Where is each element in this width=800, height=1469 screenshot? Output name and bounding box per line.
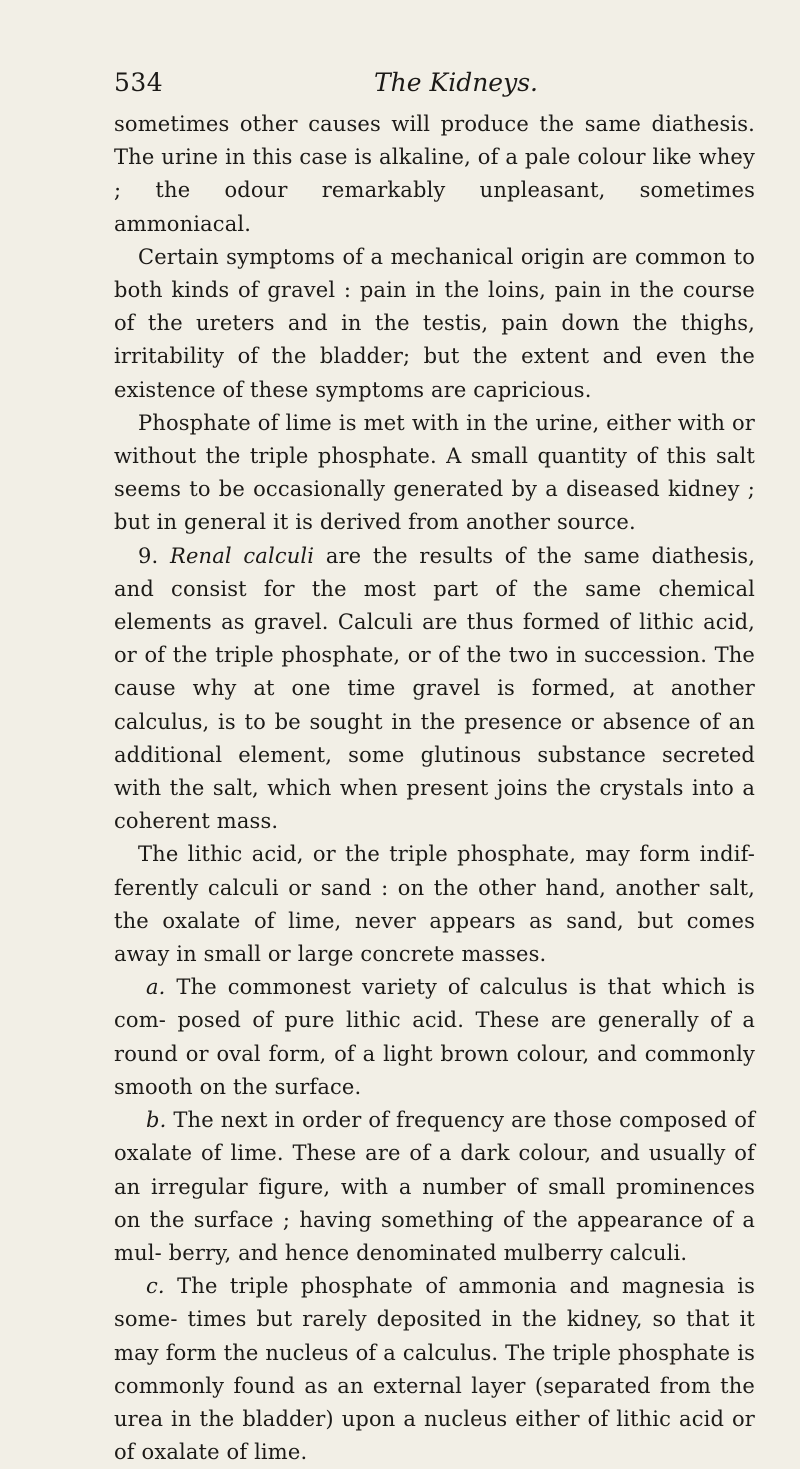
paragraph-lithic-acid: The lithic acid, or the triple phosphate, may form indif- ferently calculi or sand : on the other hand, another salt, the oxalate of lime, never appears as sand, but comes away in small or large concrete masses. bbox=[114, 842, 755, 967]
paragraph-text: are the results of the same diathesis, and consist for the most part of the same chemical elements as gravel. Calculi are thus formed of lithic acid, or of the triple phosphate, or of the two in succession. The cause why at one time gravel is formed, at another calculus, is to be sought in the presence or absence of an additional element, some glutinous substance secreted with the salt, which when present joins the crystals into a coherent mass. bbox=[114, 543, 756, 834]
paragraph-renal-calculi bbox=[114, 540, 755, 839]
list-marker: a. bbox=[146, 975, 166, 1000]
list-marker: c. bbox=[146, 1274, 165, 1299]
paragraph-variety-b bbox=[114, 1104, 755, 1270]
list-marker: b. bbox=[146, 1108, 167, 1133]
paragraph-text: The commonest variety of calculus is that which is com- posed of pure lithic acid. These are generally of a round or oval form, of a light brown colour, and commonly smooth on the surface. bbox=[114, 975, 756, 1099]
section-term: Renal calculi bbox=[170, 543, 315, 568]
running-title: The Kidneys. bbox=[374, 68, 538, 97]
paragraph-symptoms: Certain symptoms of a mechanical origin are common to both kinds of gravel : pain in the loins, pain in the course of the ureters and in the testis, pain down the thighs, irritability of the bladder; but the extent and even the existence of these symptoms are capricious. bbox=[114, 244, 755, 402]
page-number: 534 bbox=[114, 68, 164, 97]
section-number: 9. bbox=[138, 543, 159, 568]
body-text bbox=[114, 108, 755, 1469]
paragraph-variety-c bbox=[114, 1270, 755, 1469]
paragraph-variety-a bbox=[114, 971, 755, 1104]
paragraph-text: The next in order of frequency are those composed of oxalate of lime. These are of a dark colour, and usually of an irregular figure, with a number of small prominences on the surface ; having something of the appearance of a mul- berry, and hence denominated mulberry calculi. bbox=[114, 1108, 755, 1265]
paragraph-phosphate-of-lime: Phosphate of lime is met with in the urine, either with or without the triple phosphate. A small quantity of this salt seems to be occasionally generated by a diseased kidney ; but in general it is derived from another source. bbox=[114, 410, 755, 535]
running-head bbox=[114, 68, 755, 102]
paragraph-continued: sometimes other causes will produce the same diathesis. The urine in this case is alkaline, of a pale colour like whey ; the odour remarkably unpleasant, sometimes ammoniacal. bbox=[114, 112, 755, 236]
paragraph-text: The triple phosphate of ammonia and magnesia is some- times but rarely deposited in the kidney, so that it may form the nucleus of a calculus. The triple phosphate is commonly found as an external layer (separated from the urea in the bladder) upon a nucleus either of lithic acid or of oxalate of lime. bbox=[114, 1274, 756, 1465]
